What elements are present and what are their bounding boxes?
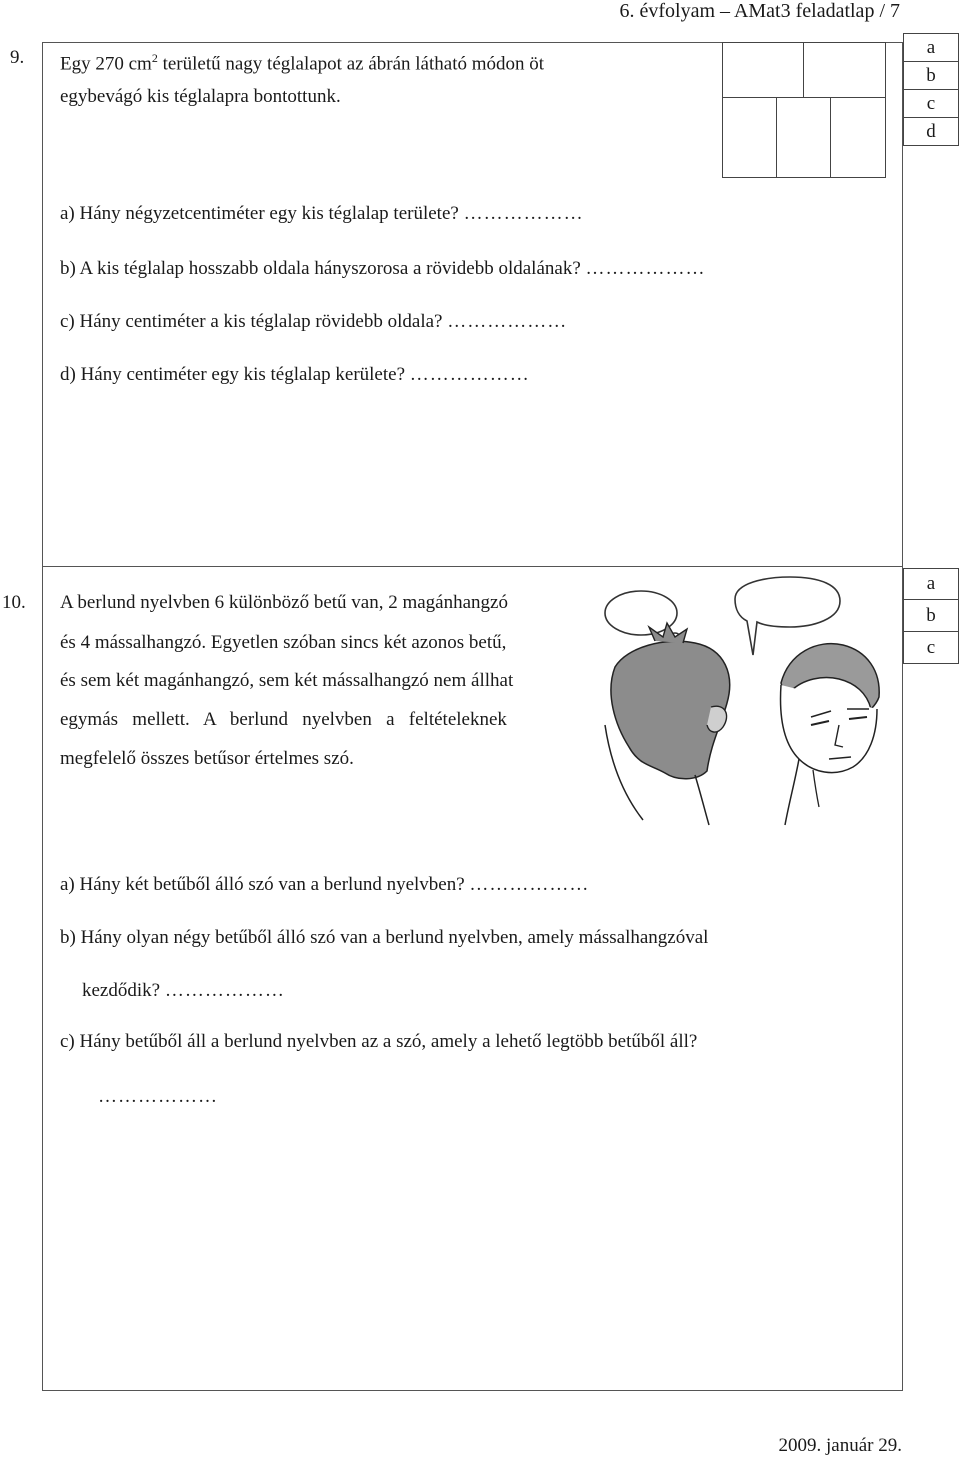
score-cell-a[interactable]: a xyxy=(904,569,958,600)
task10-para-line2: és 4 mássalhangzó. Egyetlen szóban sincs két azonos betű, xyxy=(60,632,507,653)
task10-para-line1: A berlund nyelvben 6 különböző betű van, 2 magánhangzó xyxy=(60,592,508,613)
figure-top-divider xyxy=(803,43,804,97)
question-text: b) A kis téglalap hosszabb oldala hányszorosa a rövidebb oldalának? xyxy=(60,258,581,279)
page-header: 6. évfolyam – AMat3 feladatlap / 7 xyxy=(619,0,900,22)
task9-question-d xyxy=(60,364,530,386)
score-cell-c[interactable]: c xyxy=(926,637,936,658)
question-text: kezdődik? xyxy=(82,980,161,1001)
score-cell-b[interactable]: b xyxy=(904,600,958,632)
task9-question-c xyxy=(60,311,567,333)
task9-intro-line1 xyxy=(60,47,544,75)
answer-blank[interactable]: ……………… xyxy=(164,980,285,1001)
figure-bottom-divider-2 xyxy=(830,97,831,177)
answer-blank[interactable]: ……………… xyxy=(98,1086,218,1107)
figure-horizontal-divider xyxy=(723,97,885,98)
task10-question-c: c) Hány betűből áll a berlund nyelvben az a szó, amely a lehető legtöbb betűből áll? xyxy=(60,1031,698,1052)
two-heads-illustration xyxy=(585,575,885,830)
task9-question-b xyxy=(60,258,706,280)
score-cell-c[interactable]: c xyxy=(904,90,958,118)
right-chin-line xyxy=(813,770,819,807)
task10-number: 10. xyxy=(2,592,26,613)
task10-question-b: b) Hány olyan négy betűből álló szó van a berlund nyelvben, amely mássalhangzóval xyxy=(60,927,709,948)
answer-blank[interactable]: ……………… xyxy=(447,311,568,332)
task10-para-line5: megfelelő összes betűsor értelmes szó. xyxy=(60,748,354,769)
question-text: c) Hány centiméter a kis téglalap rövidebb oldala? xyxy=(60,311,443,332)
answer-blank[interactable]: ……………… xyxy=(469,874,590,895)
task9-score-box xyxy=(903,33,959,146)
score-cell-b[interactable]: b xyxy=(904,62,958,90)
answer-blank[interactable]: ……………… xyxy=(463,203,584,224)
right-neck-line xyxy=(785,759,799,825)
score-cell-d[interactable]: d xyxy=(926,121,936,142)
task10-score-box xyxy=(903,568,959,664)
task9-area-exponent: 2 xyxy=(151,51,158,65)
task9-intro-line2: egybevágó kis téglalapra bontottunk. xyxy=(60,86,341,107)
left-neck-line xyxy=(695,775,709,825)
footer-date: 2009. január 29. xyxy=(778,1435,902,1456)
task9-area-text: Egy 270 cm xyxy=(60,53,152,75)
answer-blank[interactable]: ……………… xyxy=(585,258,706,279)
task9-number: 9. xyxy=(10,47,25,68)
right-face-icon xyxy=(781,685,877,773)
question-text: a) Hány négyzetcentiméter egy kis téglalap területe? xyxy=(60,203,459,224)
score-cell-a[interactable]: a xyxy=(904,34,958,62)
question-text: a) Hány két betűből álló szó van a berlund nyelvben? xyxy=(60,874,465,895)
task9-question-a xyxy=(60,203,584,225)
task-separator xyxy=(42,566,903,567)
task9-intro-rest: területű nagy téglalapot az ábrán látható módon öt xyxy=(157,53,545,75)
rectangle-figure xyxy=(722,42,886,178)
task10-question-b-cont xyxy=(82,980,285,1002)
task10-question-a xyxy=(60,874,589,896)
task10-para-line3: és sem két magánhangzó, sem két mássalhangzó nem állhat xyxy=(60,670,514,691)
answer-blank[interactable]: ……………… xyxy=(409,364,530,385)
figure-bottom-divider-1 xyxy=(776,97,777,177)
question-text: d) Hány centiméter egy kis téglalap kerülete? xyxy=(60,364,406,385)
task10-para-line4: egymás mellett. A berlund nyelvben a feltételeknek xyxy=(60,709,507,730)
